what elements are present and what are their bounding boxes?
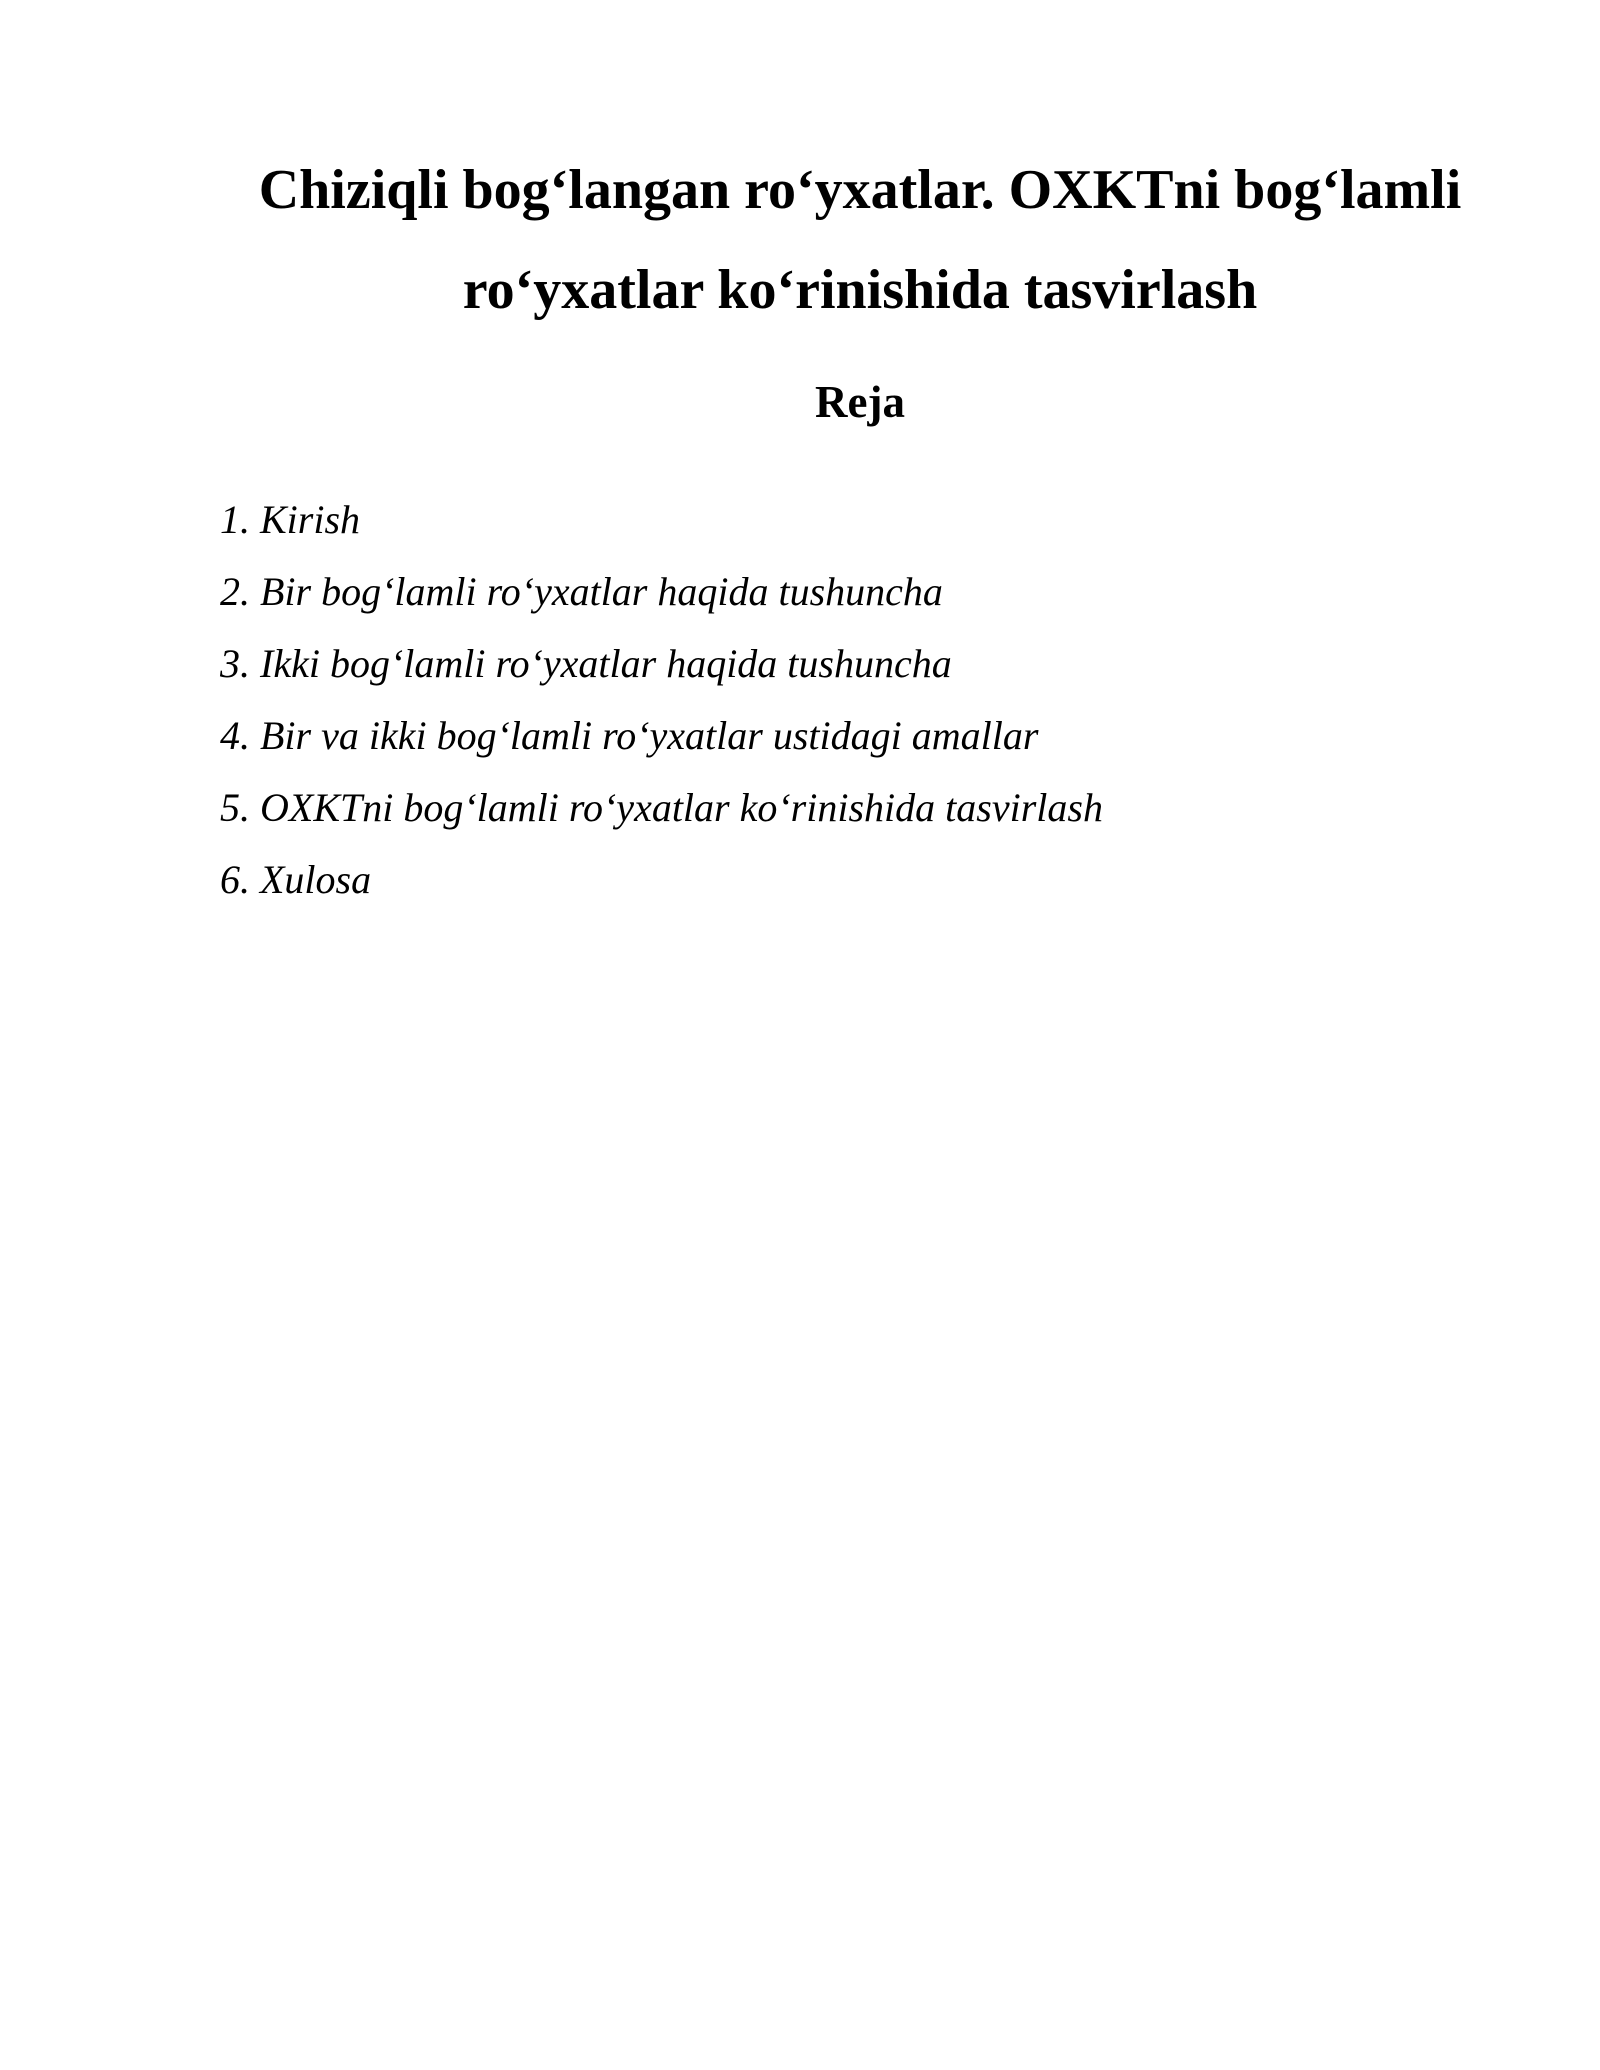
plan-item-singly-linked: 2. Bir bog‘lamli ro‘yxatlar haqida tushuncha — [220, 569, 943, 614]
plan-item-conclusion: 6. Xulosa — [220, 857, 372, 902]
page-title-line-2: ro‘yxatlar ko‘rinishida tasvirlash — [462, 259, 1258, 321]
plan-item-representation: 5. OXKTni bog‘lamli ro‘yxatlar ko‘rinishida tasvirlash — [220, 785, 1103, 830]
page-title — [200, 140, 1520, 340]
plan-item-introduction: 1. Kirish — [220, 497, 361, 542]
plan-item-doubly-linked: 3. Ikki bog‘lamli ro‘yxatlar haqida tushuncha — [220, 641, 952, 686]
plan-heading: Reja — [815, 377, 905, 427]
page-title-line-1: Chiziqli bog‘langan ro‘yxatlar. OXKTni bog‘lamli — [258, 159, 1462, 221]
plan-list — [220, 484, 1103, 916]
plan-item-operations: 4. Bir va ikki bog‘lamli ro‘yxatlar ustidagi amallar — [220, 713, 1039, 758]
